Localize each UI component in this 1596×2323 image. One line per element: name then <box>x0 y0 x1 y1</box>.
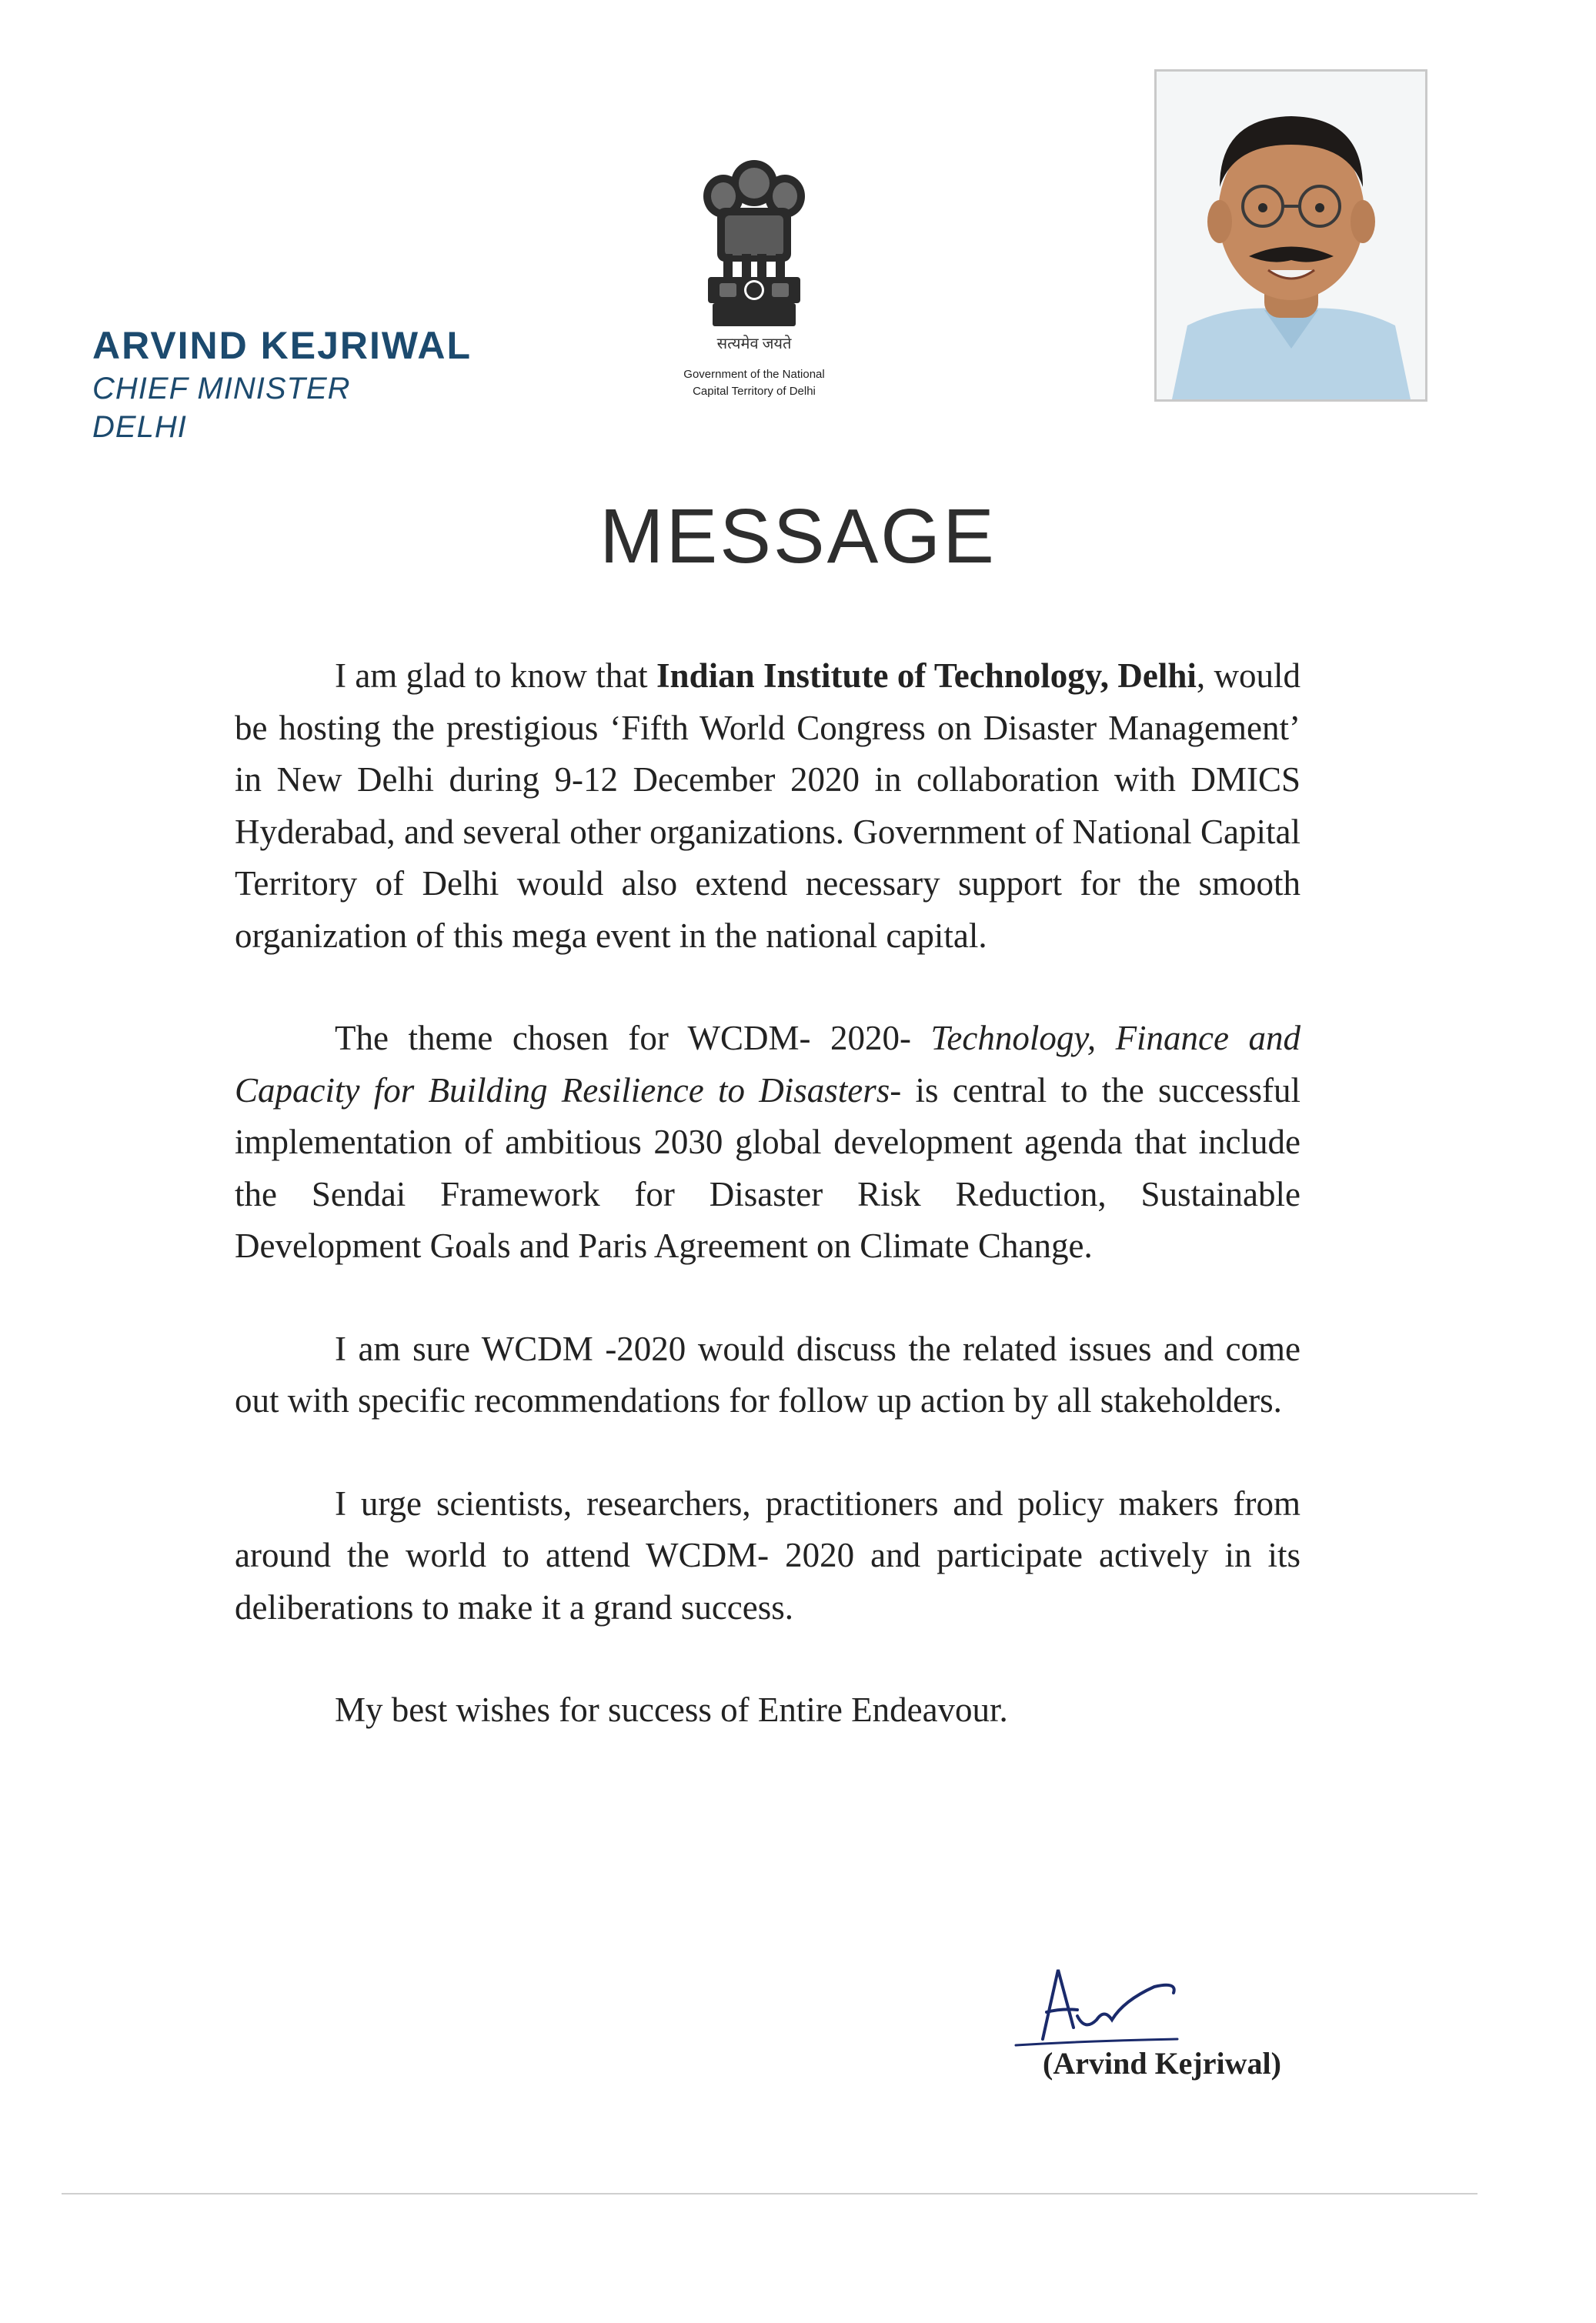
paragraph-4: I urge scientists, researchers, practitioners and policy makers from around the world to attend WCDM- 2020 and participate actively in its deliberations to make it a grand success. <box>235 1484 1301 1627</box>
footer-divider <box>62 2193 1477 2195</box>
emblem-caption-line-2: Capital Territory of Delhi <box>693 385 816 398</box>
signature-name: (Arvind Kejriwal) <box>1043 2046 1281 2081</box>
page-title: MESSAGE <box>599 493 997 579</box>
signatory-title: CHIEF MINISTER <box>92 372 351 406</box>
paragraph-2: The theme chosen for WCDM- 2020- Technology, Finance and Capacity for Building Resilience to Disasters- is central to the successful implementation of ambitious 2030 global development agenda that include the Sendai Framework for Disaster Risk Reduction, Sustainable Development Goals and Paris Agreement on Climate Change. <box>235 1019 1301 1265</box>
emblem-motto: सत्यमेव जयते <box>716 335 792 352</box>
institute-name: Indian Institute of Technology, Delhi <box>656 656 1197 695</box>
paragraph-5: My best wishes for success of Entire Endeavour. <box>335 1691 1008 1729</box>
emblem-caption-line-1: Government of the National <box>683 368 825 381</box>
portrait-photo <box>1154 69 1427 402</box>
theme-title: Technology, Finance and Capacity for Building Resilience to Disasters <box>235 1019 1301 1110</box>
paragraph-3: I am sure WCDM -2020 would discuss the related issues and come out with specific recommendations for follow up action by all stakeholders. <box>235 1329 1301 1420</box>
signatory-place: DELHI <box>92 410 187 444</box>
national-emblem-icon <box>677 154 831 350</box>
paragraph-1: I am glad to know that Indian Institute of Technology, Delhi, would be hosting the prestigious ‘Fifth World Congress on Disaster Management’ in New Delhi during 9-12 December 2020 in collaboration with DMICS Hyderabad, and several other organizations. Government of National Capital Territory of Delhi would also extend necessary support for the smooth organization of this mega event in the national capital. <box>235 656 1301 955</box>
signatory-name: ARVIND KEJRIWAL <box>92 324 472 367</box>
message-body <box>235 650 1301 1787</box>
